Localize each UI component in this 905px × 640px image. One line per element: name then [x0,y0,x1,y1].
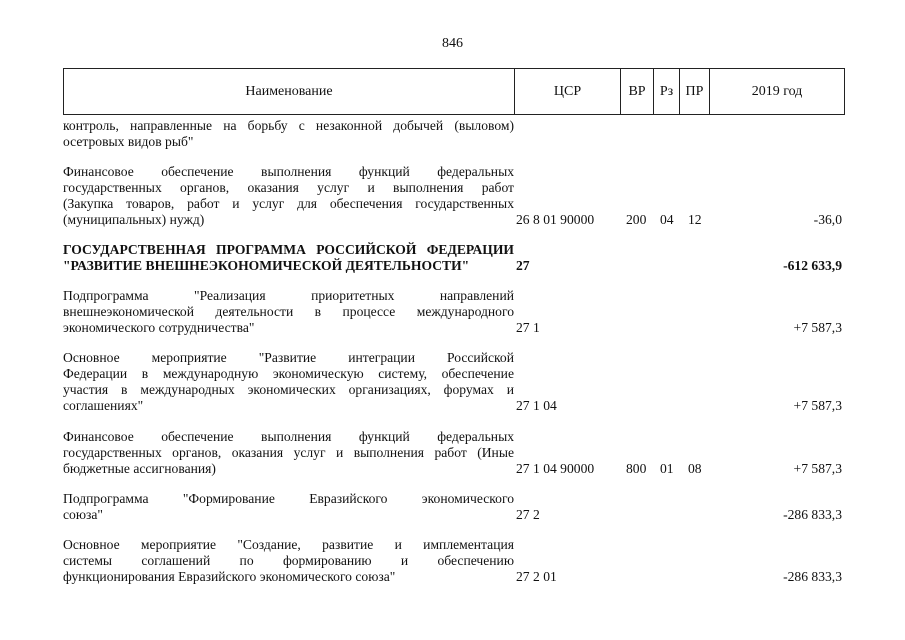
row-pr: 08 [688,461,702,476]
row-name-line: Финансовое обеспечение выполнения функций федеральных [63,429,514,444]
row-name-line: государственных органов, оказания услуг и выполнения работ [63,180,514,195]
row-amount: -612 633,9 [783,258,842,273]
page-number: 846 [442,36,463,51]
row-amount: +7 587,3 [793,461,842,476]
row-name-line: Федерации в международную экономическую систему, обеспечение [63,366,514,381]
row-name-line: ГОСУДАРСТВЕННАЯ ПРОГРАММА РОССИЙСКОЙ ФЕДЕРАЦИИ [63,242,514,257]
row-pr: 12 [688,212,702,227]
table-row [63,350,845,414]
row-name [63,537,514,585]
row-name-line: (Закупка товаров, работ и услуг для обеспечения государственных [63,196,514,211]
row-name-line: Основное мероприятие "Развитие интеграции Российской [63,350,514,365]
header-csr: ЦСР [515,69,621,114]
row-rz: 04 [660,212,674,227]
row-name-line: экономического сотрудничества" [63,320,255,335]
row-name-line: соглашениях" [63,398,144,413]
table-header [63,68,845,115]
row-name-line: системы соглашений по формированию и обеспечению [63,553,514,568]
row-vr: 800 [626,461,647,476]
row-csr: 27 1 04 90000 [516,461,595,476]
row-csr: 27 2 [516,507,540,522]
table-row [63,491,845,523]
table-row [63,288,845,336]
row-name [63,491,514,523]
row-vr: 200 [626,212,647,227]
row-csr: 27 2 01 [516,569,557,584]
row-name-line: внешнеэкономической деятельности в процессе международного [63,304,514,319]
row-amount: -286 833,3 [783,507,842,522]
row-name [63,350,514,414]
row-amount: -286 833,3 [783,569,842,584]
row-name-line: Финансовое обеспечение выполнения функций федеральных [63,164,514,179]
header-vr: ВР [621,69,654,114]
row-name-line: "РАЗВИТИЕ ВНЕШНЕЭКОНОМИЧЕСКОЙ ДЕЯТЕЛЬНОСТИ" [63,258,470,273]
header-rz: Рз [654,69,680,114]
row-csr: 27 [516,258,530,273]
row-csr: 26 8 01 90000 [516,212,595,227]
row-name [63,242,514,274]
table-row [63,118,845,150]
row-amount: +7 587,3 [793,320,842,335]
row-name-line: Подпрограмма "Формирование Евразийского экономического [63,491,514,506]
table-row [63,242,845,274]
row-name-line: контроль, направленные на борьбу с незаконной добычей (выловом) [63,118,514,133]
row-name-line: союза" [63,507,103,522]
row-csr: 27 1 [516,320,540,335]
row-amount: +7 587,3 [793,398,842,413]
row-name [63,118,514,150]
row-name-line: государственных органов, оказания услуг и выполнения работ (Иные [63,445,514,460]
table-row [63,537,845,585]
header-pr: ПР [680,69,710,114]
table-row [63,164,845,228]
header-name: Наименование [64,69,515,114]
row-name-line: осетровых видов рыб" [63,134,194,149]
row-name-line: бюджетные ассигнования) [63,461,216,476]
row-name [63,429,514,477]
row-rz: 01 [660,461,674,476]
row-name-line: (муниципальных) нужд) [63,212,205,227]
table-row [63,429,845,477]
row-name [63,288,514,336]
header-year: 2019 год [751,83,803,99]
row-name-line: участия в международных экономических организациях, форумах и [63,382,514,397]
row-name [63,164,514,228]
row-amount: -36,0 [813,212,842,227]
row-name-line: функционирования Евразийского экономического союза" [63,569,396,584]
row-name-line: Основное мероприятие "Создание, развитие и имплементация [63,537,514,552]
row-name-line: Подпрограмма "Реализация приоритетных направлений [63,288,514,303]
row-csr: 27 1 04 [516,398,557,413]
